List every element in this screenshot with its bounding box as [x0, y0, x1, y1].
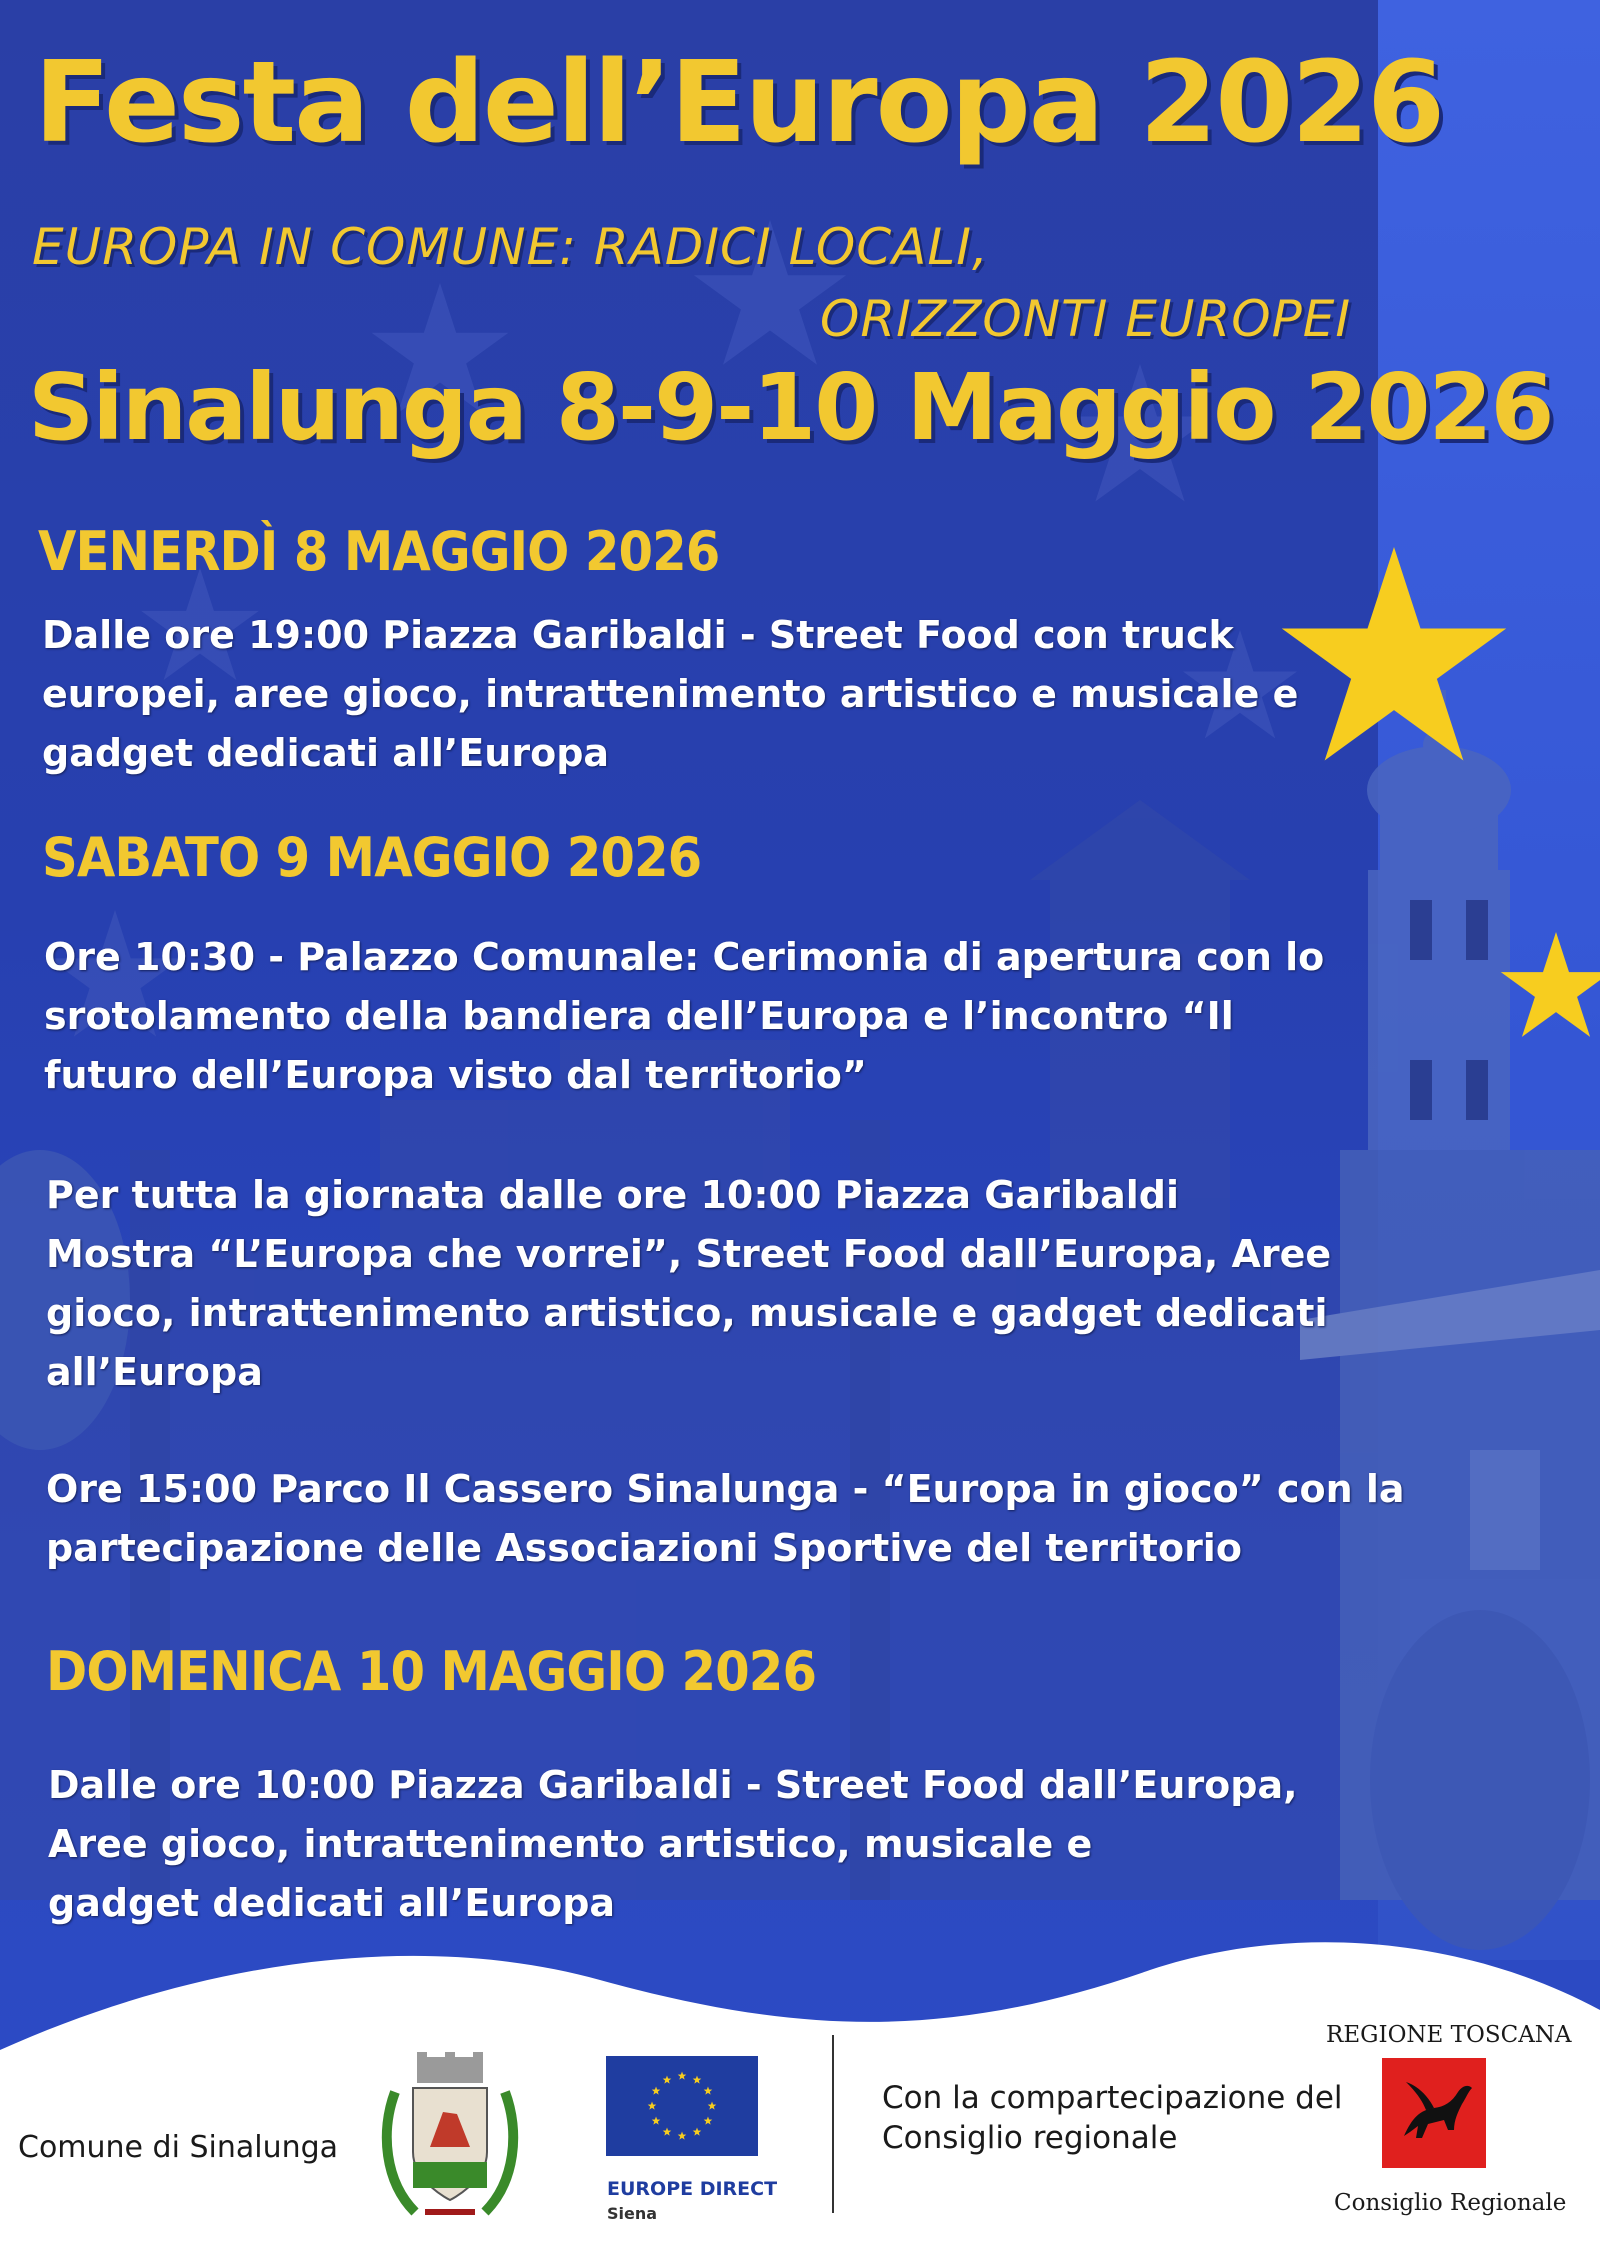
partnership-line2: Consiglio regionale	[882, 2120, 1178, 2156]
footer-divider	[832, 2035, 834, 2213]
event-line: partecipazione delle Associazioni Sportive del territorio	[46, 1526, 1242, 1570]
event-line: Ore 15:00 Parco Il Cassero Sinalunga - “Europa in gioco” con la	[46, 1467, 1405, 1511]
event-dates: Sinalunga 8-9-10 Maggio 2026	[28, 354, 1553, 461]
subtitle-line2: ORIZZONTI EUROPEI	[820, 290, 1352, 348]
event-line: Ore 10:30 - Palazzo Comunale: Cerimonia di apertura con lo	[44, 935, 1325, 979]
event-title: Festa dell’Europa 2026	[34, 38, 1444, 168]
event-line: Mostra “L’Europa che vorrei”, Street Food dall’Europa, Aree	[46, 1232, 1332, 1276]
day-heading-friday: VENERDÌ 8 MAGGIO 2026	[38, 520, 720, 583]
event-line: gioco, intrattenimento artistico, musicale e gadget dedicati	[46, 1291, 1328, 1335]
partnership-text	[882, 2078, 1343, 2158]
event-line: srotolamento della bandiera dell’Europa e l’incontro “Il	[44, 994, 1234, 1038]
regione-label: REGIONE TOSCANA	[1326, 2022, 1572, 2048]
event-line: all’Europa	[46, 1350, 263, 1394]
event-saturday-3	[46, 1460, 1405, 1578]
event-line: Per tutta la giornata dalle ore 10:00 Piazza Garibaldi	[46, 1173, 1179, 1217]
event-line: europei, aree gioco, intrattenimento artistico e musicale e	[42, 672, 1299, 716]
partnership-line1: Con la compartecipazione del	[882, 2080, 1343, 2116]
pegasus-icon	[1382, 2058, 1486, 2168]
event-line: gadget dedicati all’Europa	[42, 731, 610, 775]
eu-star-icon	[1282, 547, 1506, 760]
event-line: Aree gioco, intrattenimento artistico, musicale e	[48, 1822, 1093, 1866]
event-saturday-1	[44, 928, 1324, 1105]
event-line: Dalle ore 10:00 Piazza Garibaldi - Street Food dall’Europa,	[48, 1763, 1298, 1807]
comune-label: Comune di Sinalunga	[18, 2130, 339, 2165]
europe-direct-city: Siena	[607, 2204, 658, 2223]
eu-flag-icon	[606, 2056, 758, 2156]
event-line: Dalle ore 19:00 Piazza Garibaldi - Street Food con truck	[42, 613, 1234, 657]
event-line: gadget dedicati all’Europa	[48, 1881, 616, 1925]
event-saturday-2	[46, 1166, 1331, 1402]
subtitle-line1: EUROPA IN COMUNE: RADICI LOCALI,	[32, 218, 989, 276]
europe-direct-label: EUROPE DIRECT	[607, 2178, 778, 2200]
day-heading-saturday: SABATO 9 MAGGIO 2026	[42, 826, 702, 889]
event-friday-1	[42, 606, 1298, 783]
consiglio-label: Consiglio Regionale	[1334, 2190, 1567, 2216]
event-line: futuro dell’Europa visto dal territorio”	[44, 1053, 867, 1097]
eu-star-icon	[1501, 932, 1600, 1037]
day-heading-sunday: DOMENICA 10 MAGGIO 2026	[46, 1640, 817, 1703]
coat-of-arms-icon	[375, 2052, 525, 2227]
